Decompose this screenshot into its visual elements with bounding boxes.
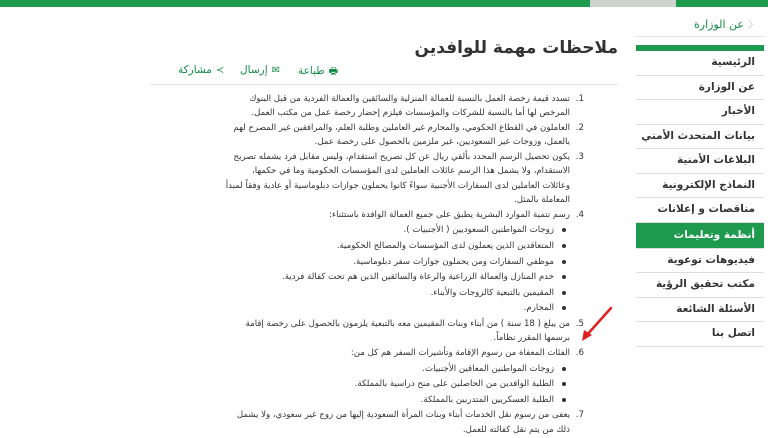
note-text-line: برسمها المقرر نظاماً.: [493, 333, 570, 343]
bullet-text: المتعاقدين الذين يعملون لدى المؤسسات والمصالح الحكومية.: [336, 240, 554, 251]
bullet-item: [150, 393, 584, 407]
bullet-text: الطلبة الوافدين من الحاصلين على منح دراسية بالمملكة.: [354, 379, 554, 390]
bullet-text: الطلبة العسكريين المتدربين بالمملكة.: [420, 394, 554, 405]
send-button[interactable]: [240, 64, 280, 76]
bullet-item: [150, 377, 584, 391]
bullet-item: [150, 286, 584, 300]
article-actions: [150, 64, 550, 82]
sidebar-item[interactable]: البلاغات الأمنية: [636, 149, 764, 174]
note-text-line: بالعمل، وزوجات غير السعوديين، غير ملزمين بالحصول على رخصة عمل.: [314, 137, 570, 148]
share-label: مشاركة: [178, 64, 212, 76]
send-label: إرسال: [240, 64, 268, 76]
note-item: [150, 317, 584, 345]
chevron-right-icon: 〉: [748, 20, 758, 31]
bullet-item: [150, 223, 584, 237]
sidebar-item[interactable]: اتصل بنا: [636, 322, 764, 347]
bullet-dot-icon: [562, 382, 566, 386]
note-text-line: من يبلغ ( 18 سنة ) من أبناء وبنات المقيمين معه بالتبعية يلزمون بالحصول على رخصة إقامة: [245, 318, 570, 329]
bullet-item: [150, 255, 584, 269]
note-number: 1.: [575, 94, 584, 104]
note-text-line: العاملون في القطاع الحكومي، والمحارم غير العاملين وطلبة العلم، والمرافقين غير المصرح لهم: [233, 123, 570, 134]
note-text-line: يكون تحصيل الرسم المحدد بألفي ريال عن كل تصريح استقدام، وليس مقابل فرد يشمله تصريح: [233, 152, 570, 163]
share-button[interactable]: [178, 64, 224, 76]
bullet-dot-icon: [562, 367, 566, 371]
note-text-line: رسم تنمية الموارد البشرية يطبق على جميع العمالة الوافدة باستثناء:: [329, 209, 570, 220]
sidebar-item[interactable]: عن الوزارة: [636, 76, 764, 101]
note-number: 4.: [575, 209, 584, 220]
notes-list: [150, 92, 584, 438]
bullet-text: المحارم.: [523, 303, 554, 314]
breadcrumb[interactable]: [636, 14, 764, 37]
note-text-line: يعفى من رسوم نقل الخدمات أبناء وبنات المرأة السعودية إليها من زوج غير سعودي، ولا يشمل: [236, 410, 570, 421]
bullet-item: [150, 362, 584, 376]
breadcrumb-label[interactable]: عن الوزارة: [694, 18, 744, 31]
note-item: [150, 150, 584, 206]
sidebar-item[interactable]: الأخبار: [636, 100, 764, 125]
bullet-dot-icon: [562, 244, 566, 248]
note-number: 5.: [575, 318, 584, 329]
bullet-text: المقيمين بالتبعية كالزوجات والأبناء.: [430, 287, 554, 298]
print-button[interactable]: [298, 64, 338, 81]
note-item: [150, 346, 584, 360]
bullet-item: [150, 239, 584, 253]
bullet-text: زوجات المواطنين السعوديين ( الأجنبيات ).: [403, 225, 554, 236]
printer-icon: 🖶: [328, 66, 339, 77]
bullet-dot-icon: [562, 398, 566, 402]
note-text-line: ذلك من يتم نقل كفالته للعمل.: [462, 424, 570, 435]
page-title: ملاحظات مهمة للوافدين: [414, 38, 618, 58]
top-nav-tab[interactable]: [590, 0, 676, 7]
envelope-icon: ✉: [271, 65, 281, 76]
bullet-dot-icon: [562, 228, 566, 232]
share-icon: ≺: [215, 65, 225, 76]
sidebar-item[interactable]: مناقصات و إعلانات: [636, 198, 764, 223]
note-number: 2.: [575, 123, 584, 134]
bullet-dot-icon: [562, 260, 566, 264]
sidebar-item[interactable]: فيديوهات توعوية: [636, 249, 764, 274]
bullet-item: [150, 301, 584, 315]
print-label: طباعة: [298, 65, 325, 77]
red-arrow-annotation: [575, 304, 618, 344]
bullet-text: خدم المنازل والعمالة الزراعية والرعاة والسائقين الذين هم تحت كفالة فردية.: [282, 272, 554, 283]
note-item: [150, 121, 584, 149]
note-number: 6.: [575, 348, 584, 359]
bullet-dot-icon: [562, 306, 566, 310]
sidebar-item[interactable]: مكتب تحقيق الرؤية: [636, 273, 764, 298]
note-text-line: الفئات المعفاة من رسوم الإقامة وتأشيرات السفر هم كل من:: [350, 348, 570, 359]
note-text-line: المرخص لها أما بالنسبة للشركات والمؤسسات فيلزم إحضار رخصة عمل من مكتب العمل.: [251, 108, 570, 119]
sidebar: [636, 14, 764, 347]
sidebar-item[interactable]: أنظمة وتعليمات: [636, 223, 764, 249]
top-nav-bar: [0, 0, 768, 7]
sidebar-item[interactable]: الرئيسية: [636, 51, 764, 76]
bullet-text: موظفي السفارات ومن يحملون جوازات سفر دبلوماسية.: [353, 256, 554, 267]
note-text-line: تسدد قيمة رخصة العمل بالنسبة للعمالة المنزلية والسائقين والعمالة الفردية من قبل البنوك: [249, 94, 570, 104]
sidebar-item[interactable]: الأسئلة الشائعة: [636, 298, 764, 323]
note-item: [150, 92, 584, 120]
sidebar-menu: [636, 51, 764, 347]
note-item: [150, 408, 584, 436]
sidebar-item[interactable]: بيانات المتحدث الأمني: [636, 125, 764, 150]
note-text-line: المعاملة بالمثل.: [514, 194, 570, 205]
bullet-text: زوجات المواطنين المعاقين الأجنبيات.: [422, 363, 554, 374]
sidebar-item[interactable]: النماذج الإلكترونية: [636, 174, 764, 199]
note-item: [150, 208, 584, 222]
note-number: 3.: [575, 152, 584, 163]
bullet-dot-icon: [562, 275, 566, 279]
bullet-dot-icon: [562, 291, 566, 295]
bullet-item: [150, 270, 584, 284]
divider: [150, 84, 618, 85]
note-text-line: الاستقدام، ولا يشمل هذا الرسم عائلات العاملين لدى المؤسسات الحكومية وما في حكمها،: [251, 166, 570, 177]
note-text-line: وعائلات العاملين لدى السفارات الأجنبية سواءً كانوا يحملون جوازات دبلوماسية أو عادية وفقاً لمبدأ: [225, 180, 570, 191]
note-number: 7.: [575, 410, 584, 421]
